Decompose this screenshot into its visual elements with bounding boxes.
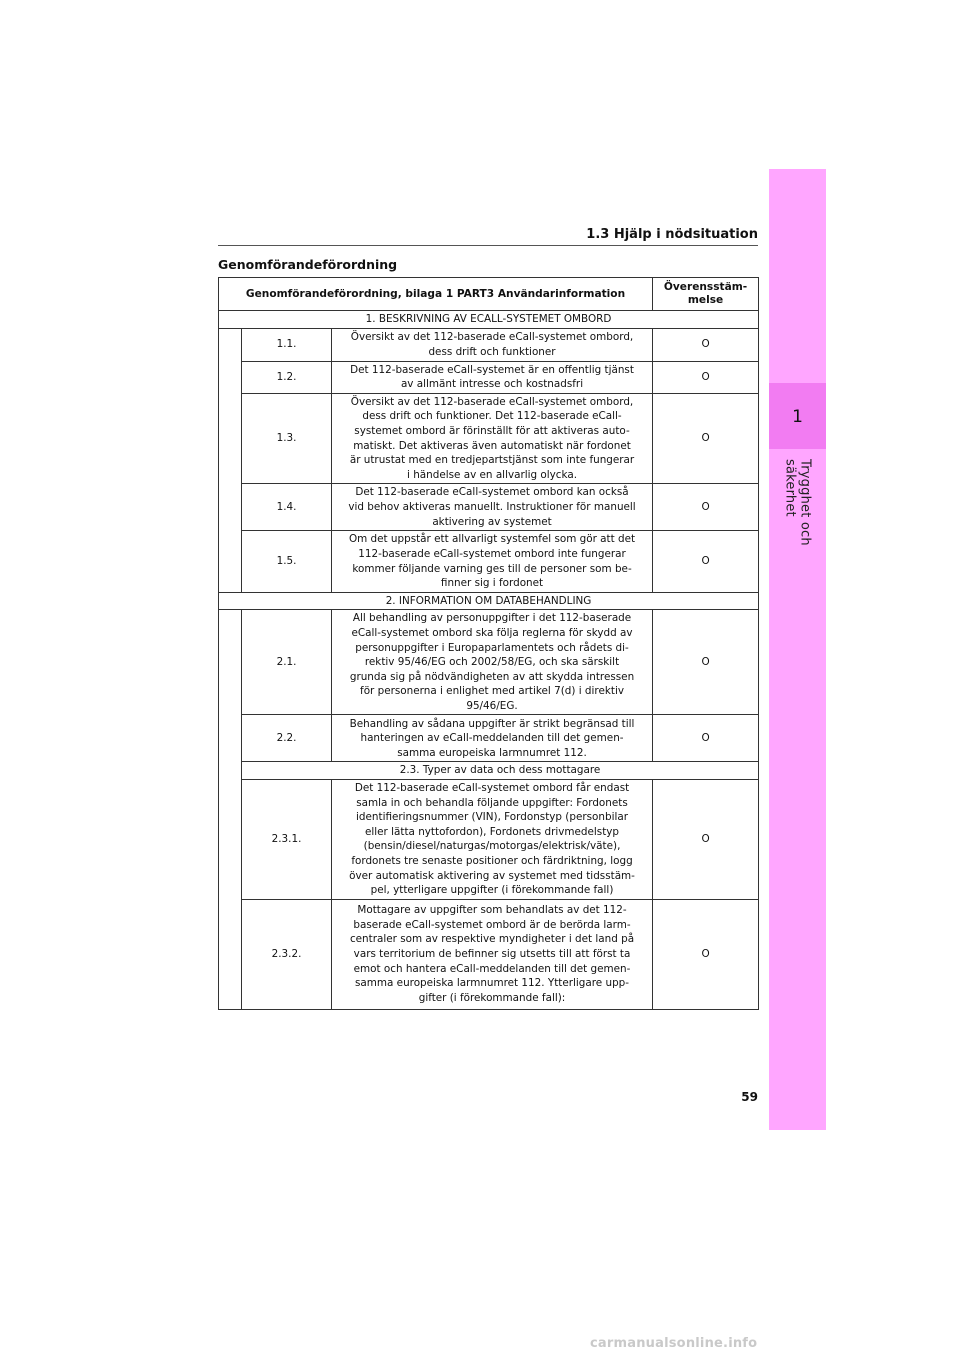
running-header: 1.3 Hjälp i nödsituation <box>586 227 758 242</box>
table-row <box>219 328 759 361</box>
table-row <box>219 780 759 900</box>
row-number: 1.4. <box>242 484 332 531</box>
subsection-title: 2.3. Typer av data och dess mottagare <box>242 762 759 780</box>
table-row <box>219 361 759 393</box>
watermark: carmanualsonline.info <box>590 1336 758 1351</box>
section-row <box>219 592 759 610</box>
row-text: Mottagare av uppgifter som behandlats av det 112- baserade eCall-systemet ombord är de berörda larm- centraler som av respektive myndigheter i det land på vars territorium de befinner sig utsetts till att först ta emot och hantera eCall-meddelanden till det gemen- samma europeiska larmnumret 112. Ytterligare upp- gifter (i förekommande fall): <box>332 899 653 1009</box>
table-row <box>219 899 759 1009</box>
indent-cell <box>219 328 242 592</box>
row-number: 1.5. <box>242 531 332 592</box>
table-row <box>219 715 759 762</box>
row-number: 1.2. <box>242 361 332 393</box>
row-text: Översikt av det 112-baserade eCall-systemet ombord, dess drift och funktioner. Det 112-baserade eCall- systemet ombord är förinställt för att aktiveras auto- matiskt. Det aktiveras även automatiskt när fordonet är utrustat med en tredjepartstjänst som inte fungerar i händelse av en allvarlig olycka. <box>332 393 653 484</box>
row-text: Det 112-baserade eCall-systemet ombord får endast samla in och behandla följande uppgifter: Fordonets identifieringsnummer (VIN), Fordonstyp (personbilar eller lätta nyttofordon), Fordonets drivmedelstyp (bensin/diesel/naturgas/motorgas/elektrisk/väte), fordonets tre senaste positioner och färdriktning, logg över automatisk aktivering av systemet med tidsstäm- pel, ytterligare uppgifter (i förekommande fall) <box>332 780 653 900</box>
row-conformity: O <box>653 610 759 715</box>
section-title-1: 1. BESKRIVNING AV ECALL-SYSTEMET OMBORD <box>219 311 759 329</box>
row-text: Översikt av det 112-baserade eCall-systemet ombord, dess drift och funktioner <box>332 328 653 361</box>
row-number: 2.1. <box>242 610 332 715</box>
section-title-2: 2. INFORMATION OM DATABEHANDLING <box>219 592 759 610</box>
chapter-side-tab <box>769 169 826 1130</box>
row-conformity: O <box>653 780 759 900</box>
chapter-title-text: Trygghet och säkerhet <box>782 459 813 546</box>
row-text: Om det uppstår ett allvarligt systemfel som gör att det 112-baserade eCall-systemet ombord inte fungerar kommer följande varning ges till de personer som be- finner sig i fordonet <box>332 531 653 592</box>
subsection-row <box>219 762 759 780</box>
chapter-number: 1 <box>792 407 803 427</box>
row-conformity: O <box>653 393 759 484</box>
row-conformity: O <box>653 328 759 361</box>
table-row <box>219 393 759 484</box>
header-main: Genomförandeförordning, bilaga 1 PART3 Användarinformation <box>219 278 653 311</box>
row-text: Det 112-baserade eCall-systemet ombord kan också vid behov aktiveras manuellt. Instruktioner för manuell aktivering av systemet <box>332 484 653 531</box>
section-heading: Genomförandeförordning <box>218 257 398 272</box>
row-text: Behandling av sådana uppgifter är strikt begränsad till hanteringen av eCall-meddelanden till det gemen- samma europeiska larmnumret 112. <box>332 715 653 762</box>
row-conformity: O <box>653 361 759 393</box>
row-number: 1.1. <box>242 328 332 361</box>
row-conformity: O <box>653 531 759 592</box>
table-row <box>219 484 759 531</box>
regulation-table <box>218 277 759 1010</box>
row-conformity: O <box>653 484 759 531</box>
page-number: 59 <box>741 1090 758 1104</box>
row-conformity: O <box>653 715 759 762</box>
table-header-row <box>219 278 759 311</box>
chapter-title <box>769 459 826 604</box>
row-number: 2.2. <box>242 715 332 762</box>
row-number: 1.3. <box>242 393 332 484</box>
header-divider <box>218 245 758 246</box>
row-conformity: O <box>653 899 759 1009</box>
row-number: 2.3.1. <box>242 780 332 900</box>
row-text: Det 112-baserade eCall-systemet är en offentlig tjänst av allmänt intresse och kostnadsfri <box>332 361 653 393</box>
header-conformity: Överensstäm- melse <box>653 278 759 311</box>
row-text: All behandling av personuppgifter i det 112-baserade eCall-systemet ombord ska följa reglerna för skydd av personuppgifter i Europaparlamentets och rådets di- rektiv 95/46/EG och 2002/58/EG, och ska särskilt grunda sig på nödvändigheten av att skydda intressen för personerna i enlighet med artikel 7(d) i direktiv 95/46/EG. <box>332 610 653 715</box>
table-row <box>219 610 759 715</box>
section-row <box>219 311 759 329</box>
indent-cell <box>219 610 242 1010</box>
row-number: 2.3.2. <box>242 899 332 1009</box>
table-row <box>219 531 759 592</box>
